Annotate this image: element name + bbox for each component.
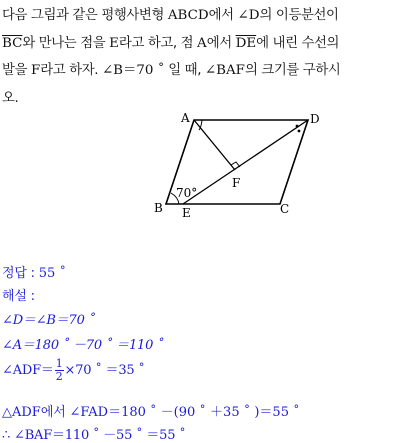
math-angle-d: ∠D [237,8,260,23]
math-a: A [197,35,207,51]
problem-line-1 [2,2,398,30]
explanation-step-1: ∠D＝∠B＝70 ˚ [2,313,95,328]
fraction-denominator: 2 [55,370,63,383]
step-4-equation: ∠FAD＝180 ˚ －(90 ˚ ＋35 ˚ )＝55 ˚ [69,405,300,420]
problem-statement [2,2,398,112]
text: 의 이등분선이 [259,8,339,23]
label-a: A [181,111,190,125]
label-e: E [182,206,191,220]
problem-line-2 [2,30,398,58]
answer-label: 정답 : [2,266,35,281]
problem-line-3 [2,57,398,85]
step-3-pre: ∠ADF＝ [2,363,54,378]
step-2-text: ∠A＝180 ˚ －70 ˚ ＝110 ˚ [2,338,164,353]
text: 발을 [2,63,31,78]
angle-mark-d-2 [298,130,301,133]
step-4-text: 에서 [40,405,70,420]
text: 다음 그림과 같은 평행사변형 [2,8,168,23]
math-segment-bc: $\overline{BC}$ [2,35,23,51]
label-f: F [232,176,241,190]
label-c: C [280,202,290,216]
fraction-numerator: 1 [55,357,63,370]
math-f: F [30,63,41,78]
angle-mark-d-1 [296,125,299,128]
math-angle-b: ∠B＝70 ˚ [101,63,165,78]
math-segment-de: $\overline{DE}$ [235,35,257,51]
text: 와 만나는 점을 [22,35,110,51]
text: 라고 하고, 점 [118,35,198,51]
step-3-post: ×70 ˚ ＝35 ˚ [64,363,145,378]
explanation-label: 해설 : [2,289,35,304]
answer-line [2,262,66,281]
text: 의 크기를 구하시 [244,63,341,78]
explanation-step-3 [2,358,145,383]
angle-label-b: 70° [176,186,198,200]
label-d: D [310,112,320,126]
math-e: E [109,35,119,51]
segment-de [183,120,308,204]
text: 에 내린 수선의 [256,35,340,51]
explanation-step-4 [2,401,300,420]
explanation-step-5: ∴ ∠BAF＝110 ˚ －55 ˚ ＝55 ˚ [2,428,186,443]
step-4-triangle: △ADF [2,405,41,420]
parallelogram-figure [140,104,322,220]
fraction-one-half [55,358,64,383]
text: 일 때, [164,63,205,78]
math-abcd: ABCD [167,8,209,23]
text: 라고 하자. [40,63,102,78]
label-b: B [154,201,163,215]
text: 에서 [208,8,238,23]
text: 에서 [206,35,236,51]
problem-line-4: 오. [2,90,19,106]
explanation-step-2 [2,334,163,353]
answer-value: 55 ˚ [38,266,66,281]
math-angle-baf: ∠BAF [204,63,245,78]
